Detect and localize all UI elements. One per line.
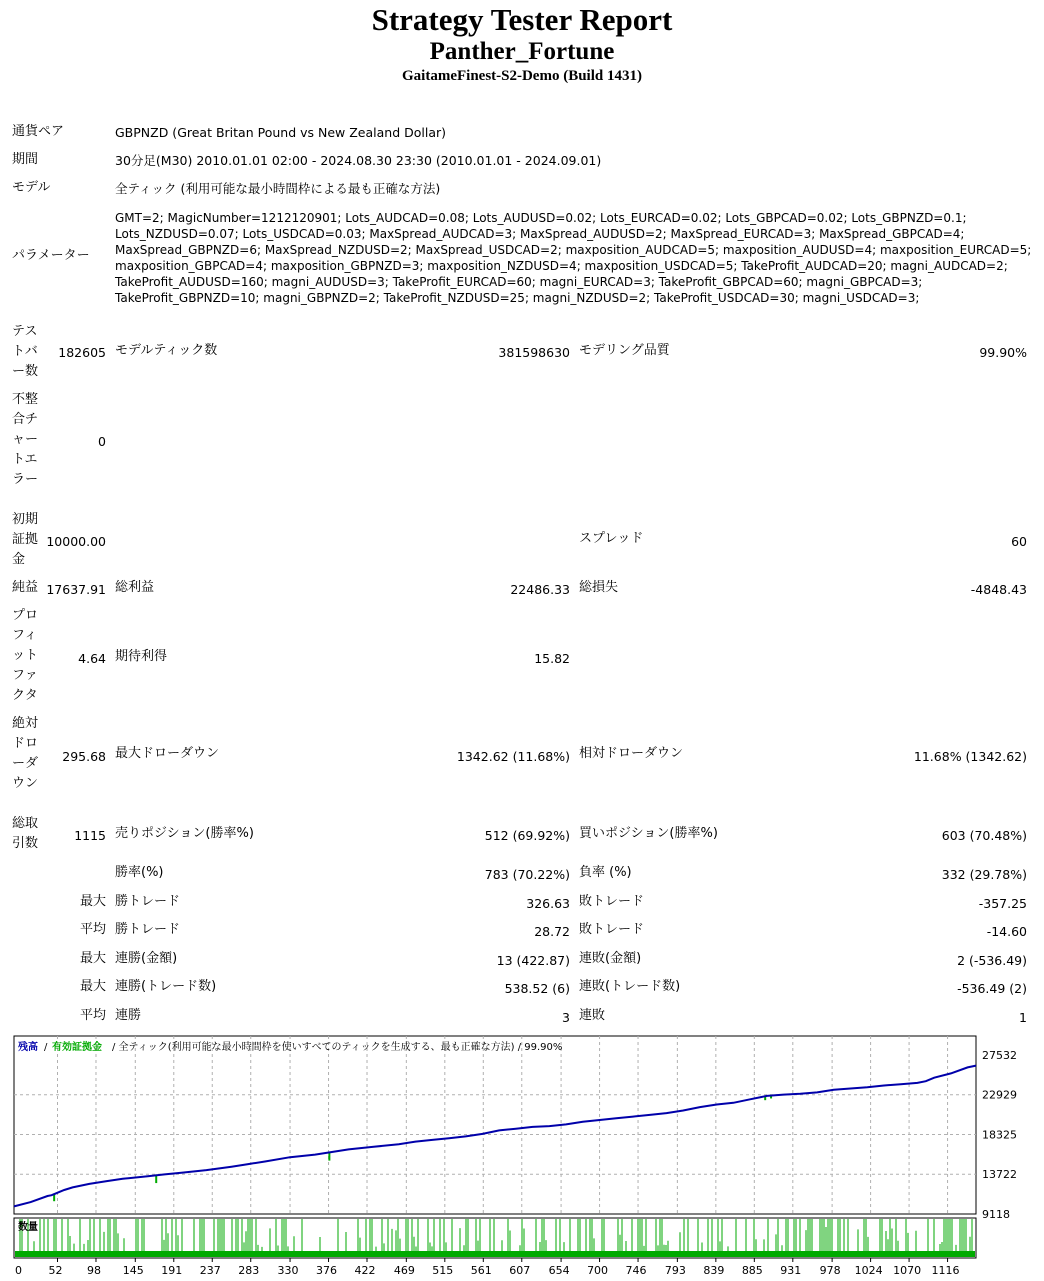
expert-name: Panther_Fortune bbox=[429, 38, 615, 65]
max-consec-money-label: 最大 bbox=[79, 951, 106, 966]
average-label: 平均 bbox=[79, 922, 106, 937]
loss-rate-value: 332 (29.78%) bbox=[941, 867, 1027, 882]
abs-dd-value: 295.68 bbox=[62, 749, 106, 764]
x-tick-label: 654 bbox=[548, 1264, 570, 1277]
y-tick-label: 22929 bbox=[982, 1088, 1017, 1102]
params-line: Lots_NZDUSD=0.07; Lots_USDCAD=0.03; MaxSpread_AUDCAD=3; MaxSpread_AUDUSD=2; MaxSpread_EURCAD=3; MaxSpread_GBPCAD=4; bbox=[115, 227, 965, 241]
rel-dd-label: 相対ドローダウン bbox=[579, 746, 684, 761]
net-label: 純益 bbox=[12, 580, 39, 595]
report-title: Strategy Tester Report bbox=[371, 2, 673, 37]
x-tick-label: 52 bbox=[48, 1264, 63, 1277]
params-line: MaxSpread_GBPNZD=6; MaxSpread_NZDUSD=2; MaxSpread_USDCAD=2; maxposition_AUDCAD=5; maxposition_AUDUSD=4; maxposition_EURCAD=5; bbox=[115, 243, 1032, 257]
legend-description: / 全ティック(利用可能な最小時間枠を使いすべてのティックを生成する、最も正確な方法) / 99.90% bbox=[112, 1042, 563, 1053]
x-tick-label: 422 bbox=[354, 1264, 376, 1277]
balance-chart bbox=[12, 1035, 1036, 1279]
y-tick-label: 27532 bbox=[982, 1049, 1017, 1062]
x-tick-label: 1024 bbox=[854, 1264, 883, 1277]
expected-label: 期待利得 bbox=[115, 649, 168, 664]
spread-value: 60 bbox=[1011, 534, 1027, 549]
model-label: モデル bbox=[12, 180, 51, 195]
period-value: 30分足(M30) 2010.01.01 02:00 - 2024.08.30 23:30 (2010.01.01 - 2024.09.01) bbox=[115, 153, 602, 168]
gross-profit-label: 総利益 bbox=[115, 580, 155, 595]
spread-label: スプレッド bbox=[579, 531, 644, 546]
symbol-value: GBPNZD (Great Britan Pound vs New Zealand Dollar) bbox=[115, 125, 446, 140]
x-tick-label: 283 bbox=[238, 1264, 260, 1277]
largest-loss-label: 敗トレード bbox=[579, 894, 645, 909]
bars-label: テス トバ ー数 bbox=[12, 324, 39, 379]
x-tick-label: 376 bbox=[316, 1264, 338, 1277]
volume-base bbox=[15, 1251, 975, 1257]
avg-consec-losses-value: 1 bbox=[1019, 1010, 1027, 1025]
max-dd-value: 1342.62 (11.68%) bbox=[456, 749, 570, 764]
max-consec-count-label: 最大 bbox=[79, 979, 106, 994]
params-line: TakeProfit_AUDUSD=160; magni_AUDUSD=3; TakeProfit_EURCAD=60; magni_EURCAD=3; TakeProfit_GBPCAD=60; magni_GBPCAD=3; bbox=[115, 275, 923, 289]
x-tick-label: 931 bbox=[780, 1264, 802, 1277]
avg-win-value: 28.72 bbox=[534, 924, 570, 939]
short-label: 売りポジション(勝率%) bbox=[115, 826, 254, 841]
short-value: 512 (69.92%) bbox=[484, 828, 570, 843]
loss-rate-label: 負率 (%) bbox=[579, 865, 632, 880]
x-tick-label: 607 bbox=[509, 1264, 531, 1277]
legend-equity: 有効証拠金 bbox=[52, 1042, 102, 1053]
max-consec-losses-money-label: 連敗(金額) bbox=[579, 951, 642, 966]
x-tick-label: 237 bbox=[199, 1264, 221, 1277]
trades-value: 1115 bbox=[74, 828, 106, 843]
largest-win-value: 326.63 bbox=[526, 896, 570, 911]
y-tick-label: 9118 bbox=[982, 1208, 1010, 1221]
ticks-label: モデルティック数 bbox=[115, 343, 218, 358]
x-tick-label: 469 bbox=[393, 1264, 415, 1277]
net-value: 17637.91 bbox=[46, 582, 106, 597]
max-consec-wins-money-label: 連勝(金額) bbox=[115, 951, 178, 966]
chart-y-axis bbox=[982, 1049, 1017, 1221]
x-tick-label: 700 bbox=[587, 1264, 609, 1277]
x-tick-label: 98 bbox=[86, 1264, 101, 1277]
server-name: GaitameFinest-S2-Demo (Build 1431) bbox=[402, 68, 642, 84]
params-line: GMT=2; MagicNumber=1212120901; Lots_AUDCAD=0.08; Lots_AUDUSD=0.02; Lots_EURCAD=0.02; Lots_GBPCAD=0.02; Lots_GBPNZD=0.1; bbox=[115, 211, 967, 225]
max-consec-wins-count-value: 538.52 (6) bbox=[504, 981, 570, 996]
deposit-value: 10000.00 bbox=[46, 534, 106, 549]
x-tick-label: 1070 bbox=[893, 1264, 922, 1277]
avg-consec-wins-label: 連勝 bbox=[115, 1008, 142, 1023]
mismatch-value: 0 bbox=[98, 434, 106, 449]
y-tick-label: 18325 bbox=[982, 1128, 1017, 1142]
max-consec-losses-count-label: 連敗(トレード数) bbox=[579, 979, 681, 994]
period-label: 期間 bbox=[12, 152, 39, 167]
win-rate-value: 783 (70.22%) bbox=[484, 867, 570, 882]
expected-value: 15.82 bbox=[534, 651, 570, 666]
avg-consec-wins-value: 3 bbox=[562, 1010, 570, 1025]
gross-loss-label: 総損失 bbox=[579, 580, 619, 595]
params-line: maxposition_GBPCAD=4; maxposition_GBPNZD=3; maxposition_NZDUSD=4; maxposition_USDCAD=5; TakeProfit_AUDCAD=20; magni_AUDCAD=2; bbox=[115, 259, 1008, 273]
max-consec-losses-money-value: 2 (-536.49) bbox=[957, 953, 1027, 968]
x-tick-label: 0 bbox=[15, 1264, 22, 1277]
x-tick-label: 145 bbox=[122, 1264, 144, 1277]
x-tick-label: 561 bbox=[470, 1264, 492, 1277]
symbol-label: 通貨ペア bbox=[12, 124, 65, 139]
x-tick-label: 191 bbox=[161, 1264, 183, 1277]
max-consec-losses-count-value: -536.49 (2) bbox=[957, 981, 1027, 996]
max-consec-wins-count-label: 連勝(トレード数) bbox=[115, 979, 217, 994]
volume-label: 数量 bbox=[18, 1222, 38, 1233]
chart-x-axis bbox=[15, 1258, 960, 1277]
largest-label: 最大 bbox=[79, 894, 106, 909]
max-dd-label: 最大ドローダウン bbox=[115, 746, 220, 761]
params-line: TakeProfit_GBPNZD=10; magni_GBPNZD=2; TakeProfit_NZDUSD=25; magni_NZDUSD=2; TakeProfit_USDCAD=30; magni_USDCAD=3; bbox=[115, 291, 920, 305]
x-tick-label: 330 bbox=[277, 1264, 299, 1277]
quality-value: 99.90% bbox=[979, 345, 1027, 360]
max-consec-wins-money-value: 13 (422.87) bbox=[496, 953, 570, 968]
x-tick-label: 978 bbox=[819, 1264, 841, 1277]
largest-loss-value: -357.25 bbox=[978, 896, 1027, 911]
params-value bbox=[115, 210, 1035, 306]
legend-balance: 残高 bbox=[18, 1042, 38, 1053]
x-tick-label: 885 bbox=[741, 1264, 763, 1277]
mismatch-label: 不整 合チ ャー トエ ラー bbox=[12, 392, 39, 487]
bars-value: 182605 bbox=[58, 345, 106, 360]
gross-loss-value: -4848.43 bbox=[970, 582, 1027, 597]
win-rate-label: 勝率(%) bbox=[115, 865, 164, 880]
avg-loss-value: -14.60 bbox=[986, 924, 1027, 939]
x-tick-label: 1116 bbox=[931, 1264, 960, 1277]
trades-label: 総取 引数 bbox=[12, 816, 39, 851]
avg-win-label: 勝トレード bbox=[115, 922, 181, 937]
x-tick-label: 515 bbox=[432, 1264, 454, 1277]
x-tick-label: 793 bbox=[664, 1264, 686, 1277]
abs-dd-label: 絶対 ドロ ーダ ウン bbox=[12, 716, 39, 791]
gross-profit-value: 22486.33 bbox=[510, 582, 570, 597]
quality-label: モデリング品質 bbox=[579, 343, 670, 358]
deposit-label: 初期 証拠 金 bbox=[12, 512, 39, 567]
avg-consec-losses-label: 連敗 bbox=[579, 1008, 606, 1023]
x-tick-label: 746 bbox=[625, 1264, 647, 1277]
model-value: 全ティック (利用可能な最小時間枠による最も正確な方法) bbox=[115, 181, 441, 196]
params-label: パラメーター bbox=[12, 248, 90, 263]
avg-consec-label: 平均 bbox=[79, 1008, 106, 1023]
rel-dd-value: 11.68% (1342.62) bbox=[913, 749, 1027, 764]
long-value: 603 (70.48%) bbox=[941, 828, 1027, 843]
avg-loss-label: 敗トレード bbox=[579, 922, 645, 937]
pf-value: 4.64 bbox=[78, 651, 106, 666]
legend-separator: / bbox=[44, 1042, 48, 1053]
long-label: 買いポジション(勝率%) bbox=[579, 826, 718, 841]
ticks-value: 381598630 bbox=[498, 345, 570, 360]
y-tick-label: 13722 bbox=[982, 1168, 1017, 1182]
x-tick-label: 839 bbox=[703, 1264, 725, 1277]
pf-label: プロ フィ ット ファ クタ bbox=[12, 608, 39, 703]
largest-win-label: 勝トレード bbox=[115, 894, 181, 909]
